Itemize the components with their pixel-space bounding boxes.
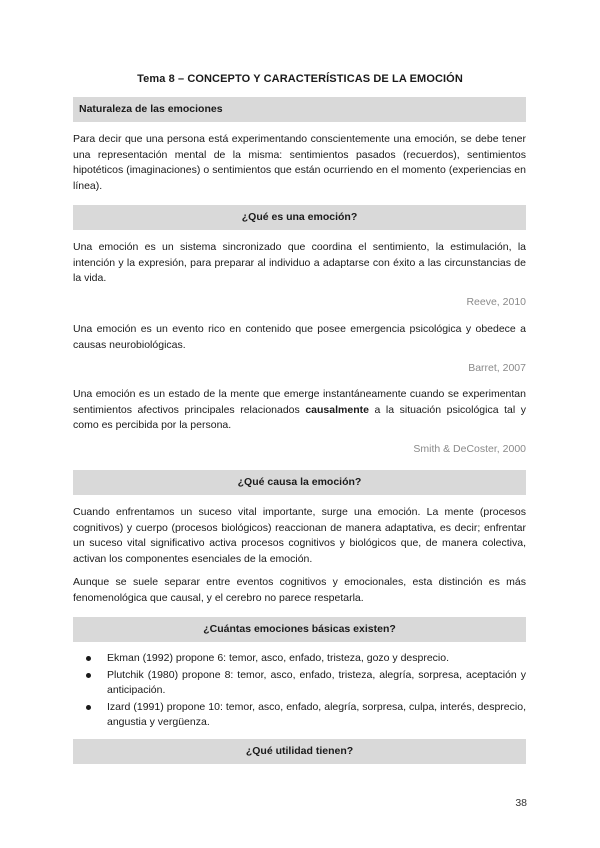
section-heading-que-es: ¿Qué es una emoción? <box>73 205 526 230</box>
section-heading-cuantas: ¿Cuántas emociones básicas existen? <box>73 617 526 642</box>
definition-barret: Una emoción es un evento rico en contenido que posee emergencia psicológica y obedece a causas neurobiológicas. <box>73 323 526 351</box>
bullet-dot-icon <box>86 673 91 678</box>
definition-reeve: Una emoción es un sistema sincronizado que coordina el sentimiento, la estimulación, la intención y la expresión, para preparar al individuo a adaptarse con éxito a las circunstancias de la vida. <box>73 241 526 285</box>
section-heading-causa: ¿Qué causa la emoción? <box>73 470 526 495</box>
paragraph-causa-1: Cuando enfrentamos un suceso vital importante, surge una emoción. La mente (procesos cognitivos) y cuerpo (procesos biológicos) reaccionan de manera adaptativa, es decir; enfrentar un suceso vital significativo activa procesos cognitivos y biológicos que, de manera colectiva, activan los componentes esenciales de la emoción. <box>73 506 526 565</box>
section-heading-naturaleza: Naturaleza de las emociones <box>73 97 526 122</box>
citation-reeve: Reeve, 2010 <box>466 296 526 308</box>
bullet-dot-icon <box>86 705 91 710</box>
list-item: Plutchik (1980) propone 8: temor, asco, enfado, tristeza, alegría, sorpresa, aceptación y anticipación. <box>73 668 526 699</box>
list-item: Ekman (1992) propone 6: temor, asco, enfado, tristeza, gozo y desprecio. <box>73 651 526 667</box>
page-title: Tema 8 – CONCEPTO Y CARACTERÍSTICAS DE LA EMOCIÓN <box>137 73 463 85</box>
paragraph-naturaleza: Para decir que una persona está experimentando conscientemente una emoción, se debe tener una representación mental de la misma: sentimientos pasados (recuerdos), sentimientos hipotéticos (imaginaciones) o sentimientos que están ocurriendo en el momento (experiencias en línea). <box>73 133 526 192</box>
definition-smith-bold: causalmente <box>305 403 369 416</box>
emotions-list <box>73 651 526 732</box>
page-number: 38 <box>515 797 527 809</box>
section-heading-utilidad: ¿Qué utilidad tienen? <box>73 739 526 764</box>
citation-barret: Barret, 2007 <box>468 362 526 374</box>
citation-smith: Smith & DeCoster, 2000 <box>413 443 526 455</box>
definition-smith <box>73 387 526 434</box>
paragraph-causa-2: Aunque se suele separar entre eventos cognitivos y emocionales, esta distinción es más fenomenológica que causal, y el cerebro no parece respetarla. <box>73 576 526 604</box>
list-item: Izard (1991) propone 10: temor, asco, enfado, alegría, sorpresa, culpa, interés, desprecio, angustia y vergüenza. <box>73 700 526 731</box>
definition-smith-part1: Una emoción es un estado de la mente que emerge instantáneamente cuando se experimentan sentimientos afectivos principales relacionados <box>73 388 526 416</box>
bullet-dot-icon <box>86 656 91 661</box>
definition-smith-part2: a la situación psicológica tal y como es percibida por la persona. <box>73 403 526 432</box>
